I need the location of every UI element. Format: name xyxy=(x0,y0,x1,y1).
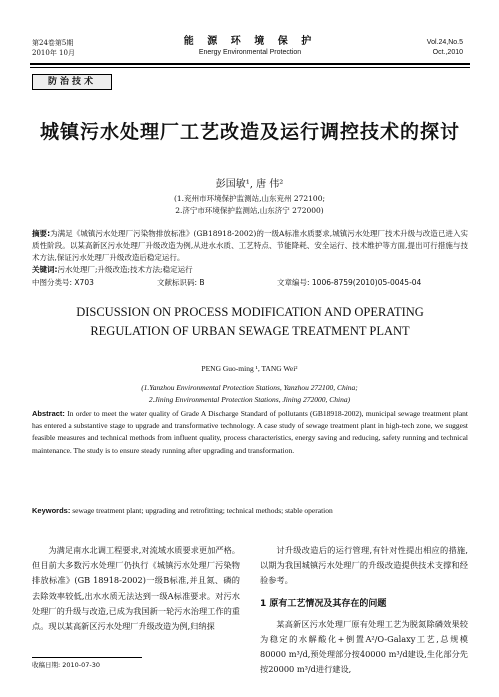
volume-en: Vol.24,No.5 xyxy=(426,39,463,46)
header-rule-thin xyxy=(30,67,470,68)
body-paragraph-2: 某高新区污水处理厂原有处理工艺为脱氮除磷效果较为稳定的水解酸化+倒置A²/O-Galaxy工艺,总规模80000 m³/d,预处理部分按40000 m³/d建设,生化部分先按20000 m³/d进行建设, xyxy=(260,618,468,675)
affiliations-en xyxy=(0,382,499,406)
header-center xyxy=(150,36,350,58)
received-date: 收稿日期: 2010-07-30 xyxy=(32,661,101,669)
affiliation-cn-2: 2.济宁市环境保护监测站,山东济宁 272000) xyxy=(175,206,324,215)
date-en: Oct.,2010 xyxy=(432,49,463,56)
clc-number: 中图分类号: X703 xyxy=(32,278,94,287)
section-heading-1: 1 原有工艺情况及其存在的问题 xyxy=(260,598,387,609)
keywords-en-label: Keywords: xyxy=(32,506,71,515)
journal-header xyxy=(0,36,499,64)
volume-cn: 第24卷第5期 xyxy=(32,39,74,47)
journal-name-en: Energy Environmental Protection xyxy=(198,49,302,56)
abstract-cn-label: 摘要: xyxy=(32,229,51,238)
keywords-cn-label: 关键词: xyxy=(32,265,58,274)
body-column-right xyxy=(260,543,468,677)
authors-en: PENG Guo-ming ¹, TANG Wei² xyxy=(201,364,298,373)
abstract-en-text: In order to meet the water quality of Grade A Discharge Standard of pollutants (GB18918-2002), municipal sewage treatment plant has entered a substantive stage to upgrade and transformative technology. A case study of sewage treatment plant in high-tech zone, we suggest feasible measures and technical methods from influent quality, process characteristics, energy saving and reducing, safety running and technical maintenance. The study is to ensure steady running after upgrading and transformation. xyxy=(32,409,469,455)
affiliation-cn-1: (1.兖州市环境保护监测站,山东兖州 272100; xyxy=(173,194,325,203)
journal-name-cn: 能 源 环 境 保 护 xyxy=(183,36,317,47)
document-code: 文献标识码: B xyxy=(157,278,205,287)
abstract-cn-text: 为满足《城镇污水处理厂污染物排放标准》(GB18918-2002)的一级A标准水质要求,城镇污水处理厂技术升级与改造已进入实质性阶段。以某高新区污水处理厂升级改造为例,从进水水质、工艺特点、节能降耗、安全运行、技术维护等方面,提出可行措施与技术方法,保证污水处理厂升级改造后稳定运行。 xyxy=(32,229,468,262)
abstract-cn xyxy=(32,228,468,276)
footnote-rule xyxy=(32,657,142,658)
header-rule-thick xyxy=(30,63,470,65)
body-paragraph-1: 讨升级改造后的运行管理,有针对性提出相应的措施,以期为我国城镇污水处理厂的升级改造提供技术支撑和经验参考。 xyxy=(260,545,468,586)
article-number: 文章编号: 1006-8759(2010)05-0045-04 xyxy=(277,278,422,287)
section-tag: 防治技术 xyxy=(32,74,112,90)
keywords-en xyxy=(32,505,468,517)
keywords-cn-text: 污水处理厂;升级改造;技术方法;稳定运行 xyxy=(57,265,193,274)
header-right xyxy=(427,38,463,58)
abstract-en xyxy=(32,408,468,457)
article-title-en: DISCUSSION ON PROCESS MODIFICATION AND OPERATING REGULATION OF URBAN SEWAGE TREATMENT PLANT xyxy=(76,305,424,338)
affiliation-en-1: (1.Yanzhou Environmental Protection Stations, Yanzhou 272100, China; xyxy=(141,383,358,392)
body-column-left: 为满足南水北调工程要求,对流域水质要求更加严格。但目前大多数污水处理厂仍执行《城镇污水处理厂污染物排放标准》(GB 18918-2002)一级B标准,并且氮、磷的去除效率较低,出水水质无法达到一级A标准要求。对污水处理厂的升级与改造,已成为我国新一轮污水治理工作的重点。现以某高新区污水处理厂升级改造为例,归纳探 xyxy=(32,545,240,632)
date-cn: 2010年 10月 xyxy=(32,49,75,57)
affiliation-en-2: 2.Jining Environmental Protection Stations, Jining 272000, China) xyxy=(148,395,351,404)
article-title-cn: 城镇污水处理厂工艺改造及运行调控技术的探讨 xyxy=(40,121,461,143)
abstract-en-label: Abstract: xyxy=(32,409,65,418)
affiliations-cn xyxy=(0,193,499,217)
keywords-en-text: sewage treatment plant; upgrading and retrofitting; technical methods; stable operation xyxy=(72,506,333,515)
header-left xyxy=(32,38,75,58)
authors-cn: 彭国敏¹, 唐 伟² xyxy=(215,179,284,190)
